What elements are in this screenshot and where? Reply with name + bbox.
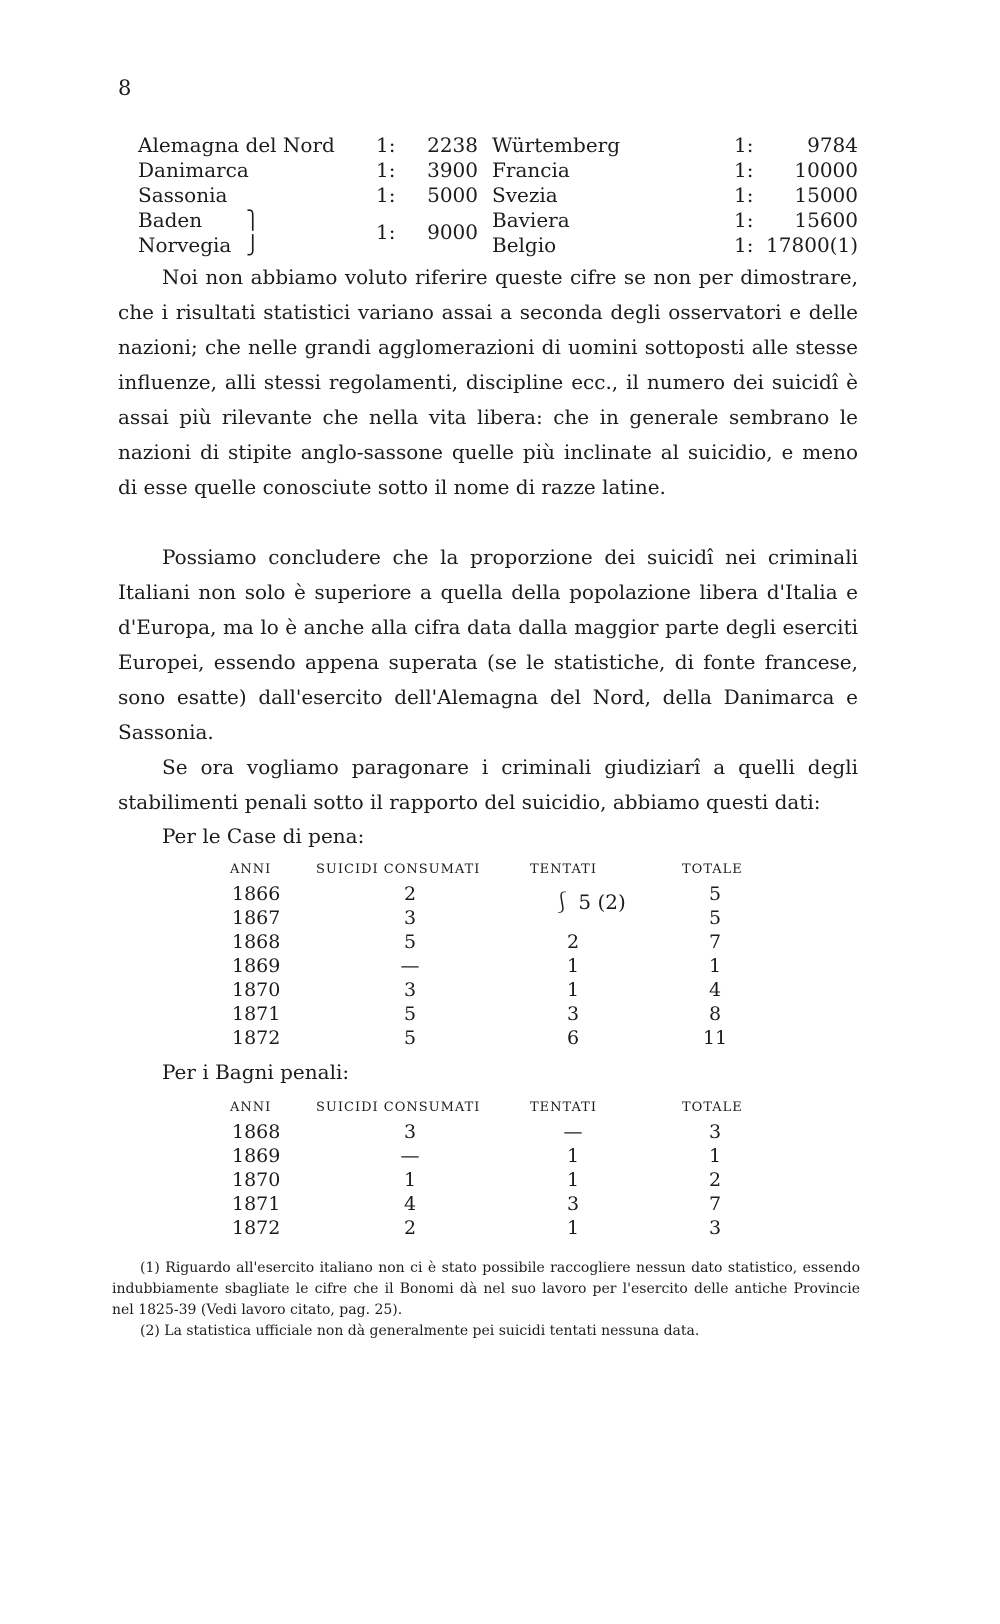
ratio-value: 10000	[794, 158, 858, 182]
cell-year: 1870	[232, 979, 281, 1001]
table-row	[230, 1002, 770, 1026]
proportion-row-grouped	[138, 208, 858, 258]
ratio-prefix: 1:	[734, 233, 754, 257]
table-row	[230, 1144, 770, 1168]
table-row	[230, 954, 770, 978]
paragraph-text: Noi non abbiamo voluto riferire queste cifre se non per dimostrare, che i risultati statistici variano assai a seconda degli osservatori e delle nazioni; che nelle grandi agglomerazioni di uomini sottoposti alle stesse influenze, alli stessi regolamenti, discipline ecc., il numero dei suicidî è assai più rilevante che nella vita libera: che in generale sembrano le nazioni di stipite anglo-sassone quelle più inclinate al suicidio, e meno di esse quelle conosciute sotto il nome di razze latine.	[118, 265, 858, 499]
ratio-prefix: 1:	[376, 158, 396, 182]
country-name: Baden	[138, 208, 203, 232]
header-tentati: TENTATI	[530, 862, 597, 877]
country-name: Francia	[492, 158, 570, 182]
country-name: Sassonia	[138, 183, 228, 207]
cell-totale: 4	[708, 979, 722, 1001]
cell-tentati: 1	[566, 1169, 580, 1191]
cell-year: 1870	[232, 1169, 281, 1191]
ratio-value: 9000	[427, 220, 478, 244]
table-row	[230, 978, 770, 1002]
cell-consumati: 4	[403, 1193, 417, 1215]
cell-consumati: 5	[403, 1003, 417, 1025]
ratio-prefix: 1:	[376, 183, 396, 207]
cell-year: 1869	[232, 1145, 281, 1167]
cell-totale: 5	[708, 883, 722, 905]
cell-tentati: 1	[566, 1217, 580, 1239]
cell-totale: 5	[708, 907, 722, 929]
cell-tentati: —	[563, 1121, 583, 1143]
table-row	[230, 1216, 770, 1240]
ratio-value: 5000	[427, 183, 478, 207]
header-anni: ANNI	[230, 1100, 272, 1115]
table-row	[230, 930, 770, 954]
proportion-row	[138, 133, 858, 158]
page-number: 8	[118, 76, 132, 100]
ratio-value: 2238	[427, 133, 478, 157]
cell-totale: 8	[708, 1003, 722, 1025]
cell-year: 1869	[232, 955, 281, 977]
brace-top: ⎫	[246, 210, 260, 231]
proportion-row	[138, 183, 858, 208]
ratio-prefix: 1:	[734, 133, 754, 157]
ratio-value: 9784	[807, 133, 858, 157]
cell-totale: 1	[708, 1145, 722, 1167]
cell-tentati: 1	[566, 955, 580, 977]
header-totale: TOTALE	[682, 1100, 743, 1115]
proportion-row	[138, 158, 858, 183]
ratio-value: 15000	[794, 183, 858, 207]
cell-consumati: 2	[403, 883, 417, 905]
cell-year: 1872	[232, 1217, 281, 1239]
country-name: Würtemberg	[492, 133, 621, 157]
cell-tentati: 3	[566, 1003, 580, 1025]
ratio-value: 17800(1)	[766, 233, 858, 257]
paragraph-text: Possiamo concludere che la proporzione dei suicidî nei criminali Italiani non solo è superiore a quella della popolazione libera d'Italia e d'Europa, ma lo è anche alla cifra data dalla maggior parte degli eserciti Europei, essendo appena superata (se le statistiche, di fonte francese, sono esatte) dall'esercito dell'Alemagna del Nord, della Danimarca e Sassonia.	[118, 545, 858, 744]
table-header	[230, 1100, 770, 1120]
cell-consumati: 5	[403, 1027, 417, 1049]
header-consumati: SUICIDI CONSUMATI	[316, 1100, 481, 1115]
header-consumati: SUICIDI CONSUMATI	[316, 862, 481, 877]
body-paragraph	[118, 750, 858, 820]
table-row	[230, 1026, 770, 1050]
table-header	[230, 862, 770, 882]
statistics-table-bagni-penali	[230, 1100, 770, 1240]
cell-consumati: 1	[403, 1169, 417, 1191]
statistics-table-case-di-pena	[230, 862, 770, 1050]
country-name: Belgio	[492, 233, 557, 257]
country-name: Svezia	[492, 183, 558, 207]
table-label: Per i Bagni penali:	[162, 1060, 350, 1084]
ratio-value: 3900	[427, 158, 478, 182]
brace-bottom: ⎭	[246, 235, 260, 256]
table-row	[230, 1168, 770, 1192]
ratio-prefix: 1:	[376, 133, 396, 157]
cell-consumati: —	[400, 1145, 420, 1167]
cell-tentati: 1	[566, 1145, 580, 1167]
ratio-prefix: 1:	[734, 208, 754, 232]
cell-totale: 11	[702, 1027, 728, 1049]
ratio-prefix: 1:	[734, 158, 754, 182]
country-name: Alemagna del Nord	[138, 133, 335, 157]
cell-totale: 2	[708, 1169, 722, 1191]
header-tentati: TENTATI	[530, 1100, 597, 1115]
cell-tentati: 6	[566, 1027, 580, 1049]
cell-consumati: —	[400, 955, 420, 977]
cell-totale: 1	[708, 955, 722, 977]
cell-totale: 7	[708, 1193, 722, 1215]
ratio-prefix: 1:	[734, 183, 754, 207]
cell-year: 1872	[232, 1027, 281, 1049]
cell-year: 1871	[232, 1003, 281, 1025]
paragraph-text: Se ora vogliamo paragonare i criminali giudiziarî a quelli degli stabilimenti penali sotto il rapporto del suicidio, abbiamo questi dati:	[118, 755, 858, 814]
table-row	[230, 906, 770, 930]
body-paragraph	[118, 540, 858, 750]
cell-consumati: 5	[403, 931, 417, 953]
cell-year: 1868	[232, 1121, 281, 1143]
cell-totale: 3	[708, 1121, 722, 1143]
body-paragraph	[118, 260, 858, 505]
country-name: Norvegia	[138, 233, 232, 257]
cell-tentati: 1	[566, 979, 580, 1001]
country-name: Baviera	[492, 208, 570, 232]
proportion-list	[138, 133, 858, 258]
cell-tentati: 2	[566, 931, 580, 953]
header-totale: TOTALE	[682, 862, 743, 877]
footnote: (1) Riguardo all'esercito italiano non ci è stato possibile raccogliere nessun dato statistico, essendo indubbiamente sbagliate le cifre che il Bonomi dà nel suo lavoro per l'esercito delle antiche Provincie nel 1825-39 (Vedi lavoro citato, pag. 25).	[112, 1260, 860, 1318]
brace-value: ⎰ 5 (2)	[552, 890, 626, 914]
table-row	[230, 1192, 770, 1216]
footnotes	[112, 1258, 860, 1342]
ratio-value: 15600	[794, 208, 858, 232]
footnote: (2) La statistica ufficiale non dà generalmente pei suicidi tentati nessuna data.	[140, 1323, 700, 1339]
cell-totale: 7	[708, 931, 722, 953]
table-row	[230, 882, 770, 914]
cell-totale: 3	[708, 1217, 722, 1239]
cell-year: 1868	[232, 931, 281, 953]
cell-tentati: 3	[566, 1193, 580, 1215]
header-anni: ANNI	[230, 862, 272, 877]
cell-consumati: 3	[403, 1121, 417, 1143]
cell-year: 1867	[232, 907, 281, 929]
table-row	[230, 1120, 770, 1144]
table-label: Per le Case di pena:	[162, 824, 365, 848]
cell-consumati: 3	[403, 907, 417, 929]
cell-year: 1871	[232, 1193, 281, 1215]
brace-value-text: 5 (2)	[578, 890, 626, 914]
ratio-prefix: 1:	[376, 220, 396, 244]
cell-consumati: 3	[403, 979, 417, 1001]
cell-consumati: 2	[403, 1217, 417, 1239]
cell-year: 1866	[232, 883, 281, 905]
country-name: Danimarca	[138, 158, 249, 182]
